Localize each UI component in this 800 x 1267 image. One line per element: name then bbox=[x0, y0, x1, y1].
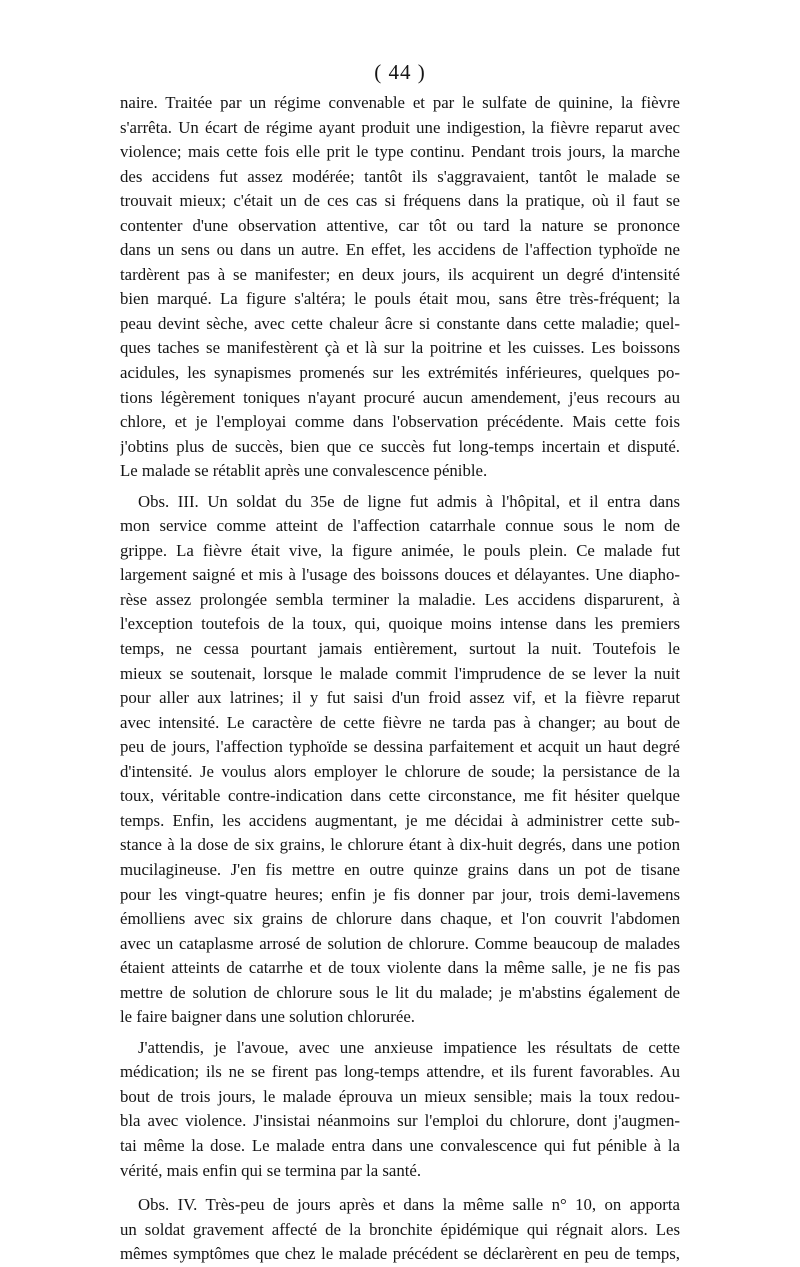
text-line: mêmes symptômes que chez le malade précédent se déclarèrent en peu de temps, bbox=[120, 1244, 680, 1264]
text-line: mucilagineuse. J'en fis mettre en outre quinze grains dans un pot de tisane bbox=[120, 859, 680, 879]
text-line: toux, véritable contre-indication dans cette circonstance, me fit hésiter quelque bbox=[120, 786, 680, 806]
text-line: l'exception toutefois de la toux, qui, quoique moins intense dans les premiers bbox=[120, 614, 680, 634]
text-line: bien marqué. La figure s'altéra; le pouls était mou, sans être très-fréquent; la bbox=[120, 289, 680, 309]
text-line: peu de jours, l'affection typhoïde se dessina parfaitement et acquit un haut degré bbox=[120, 737, 680, 757]
text-line: émolliens avec six grains de chlorure dans chaque, et l'on couvrit l'abdomen bbox=[120, 909, 680, 929]
text-line: s'arrêta. Un écart de régime ayant produit une indigestion, la fièvre reparut avec bbox=[120, 117, 680, 137]
text-line: grippe. La fièvre était vive, la figure animée, le pouls plein. Ce malade fut bbox=[120, 540, 680, 560]
text-line: Obs. IV. Très-peu de jours après et dans la même salle n° 10, on apporta bbox=[138, 1195, 680, 1215]
text-line: peau devint sèche, avec cette chaleur âcre si constante dans cette maladie; quel- bbox=[120, 313, 680, 333]
text-line: chlore, et je l'employai comme dans l'observation précédente. Mais cette fois bbox=[120, 412, 680, 432]
text-line: J'attendis, je l'avoue, avec une anxieuse impatience les résultats de cette bbox=[138, 1037, 680, 1057]
body-text bbox=[120, 91, 680, 1267]
text-line: pour les vingt-quatre heures; enfin je fis donner par jour, trois demi-lavemens bbox=[120, 884, 680, 904]
text-line: vérité, mais enfin qui se termina par la santé. bbox=[120, 1160, 422, 1180]
page-number: ( 44 ) bbox=[374, 60, 426, 84]
text-line: avec intensité. Le caractère de cette fièvre ne tarda pas à changer; au bout de bbox=[120, 712, 680, 732]
text-line: ques taches se manifestèrent çà et là sur la poitrine et les cuisses. Les boissons bbox=[120, 338, 680, 358]
text-line: dans un sens ou dans un autre. En effet, les accidens de l'affection typhoïde ne bbox=[120, 240, 680, 260]
text-line: médication; ils ne se firent pas long-temps attendre, et ils furent favorables. Au bbox=[120, 1062, 680, 1082]
text-line: tardèrent pas à se manifester; en deux jours, ils acquirent un degré d'intensité bbox=[120, 264, 680, 284]
paragraph bbox=[120, 1036, 680, 1183]
text-line: rèse assez prolongée sembla terminer la maladie. Les accidens disparurent, à bbox=[120, 589, 680, 609]
text-line: temps. Enfin, les accidens augmentant, je me décidai à administrer cette sub- bbox=[120, 810, 680, 830]
text-line: d'intensité. Je voulus alors employer le chlorure de soude; la persistance de la bbox=[120, 761, 680, 781]
text-line: Obs. III. Un soldat du 35e de ligne fut admis à l'hôpital, et il entra dans bbox=[138, 491, 680, 511]
text-line: étaient atteints de catarrhe et de toux violente dans la même salle, je ne fis pas bbox=[120, 958, 680, 978]
text-line: contenter d'une observation attentive, car tôt ou tard la nature se prononce bbox=[120, 215, 680, 235]
text-line: tions légèrement toniques n'ayant procuré aucun amendement, j'eus recours au bbox=[120, 387, 680, 407]
text-line: mon service comme atteint de l'affection catarrhale connue sous le nom de bbox=[120, 516, 680, 536]
text-line: le faire baigner dans une solution chlorurée. bbox=[120, 1007, 415, 1027]
text-line: acidules, les synapismes promenés sur les extrémités inférieures, quelques po- bbox=[120, 363, 680, 383]
paragraph bbox=[120, 490, 680, 1030]
text-line: naire. Traitée par un régime convenable et par le sulfate de quinine, la fièvre bbox=[120, 93, 680, 112]
text-line: j'obtins plus de succès, bien que ce succès fut long-temps incertain et disputé. bbox=[120, 436, 680, 456]
paragraph bbox=[120, 1193, 680, 1267]
text-line: trouvait mieux; c'était un de ces cas si fréquens dans la pratique, où il faut se bbox=[120, 191, 680, 211]
text-line: un soldat gravement affecté de la bronchite épidémique qui régnait alors. Les bbox=[120, 1219, 680, 1239]
text-line: pour aller aux latrines; il y fut saisi d'un froid assez vif, et la fièvre reparut bbox=[120, 688, 680, 708]
text-line: mettre de solution de chlorure sous le lit du malade; je m'abstins également de bbox=[120, 982, 680, 1002]
text-line: bout de trois jours, le malade éprouva un mieux sensible; mais la toux redou- bbox=[120, 1086, 680, 1106]
paragraph bbox=[120, 91, 680, 484]
text-line: mieux se soutenait, lorsque le malade commit l'imprudence de se lever la nuit bbox=[120, 663, 680, 683]
text-line: bla avec violence. J'insistai néanmoins sur l'emploi du chlorure, dont j'augmen- bbox=[120, 1111, 680, 1131]
text-line: tai même la dose. Le malade entra dans une convalescence qui fut pénible à la bbox=[120, 1135, 680, 1155]
text-line: avec un cataplasme arrosé de solution de chlorure. Comme beaucoup de malades bbox=[120, 933, 680, 953]
text-line: largement saigné et mis à l'usage des boissons douces et délayantes. Une diapho- bbox=[120, 565, 680, 585]
text-line: stance à la dose de six grains, le chlorure étant à dix-huit degrés, dans une potion bbox=[120, 835, 680, 855]
text-line: des accidens fut assez modérée; tantôt ils s'aggravaient, tantôt le malade se bbox=[120, 166, 680, 186]
text-line: violence; mais cette fois elle prit le type continu. Pendant trois jours, la marche bbox=[120, 142, 680, 162]
text-line: Le malade se rétablit après une convalescence pénible. bbox=[120, 461, 488, 481]
text-line: temps, ne cessa pourtant jamais entièrement, surtout la nuit. Toutefois le bbox=[120, 639, 680, 659]
